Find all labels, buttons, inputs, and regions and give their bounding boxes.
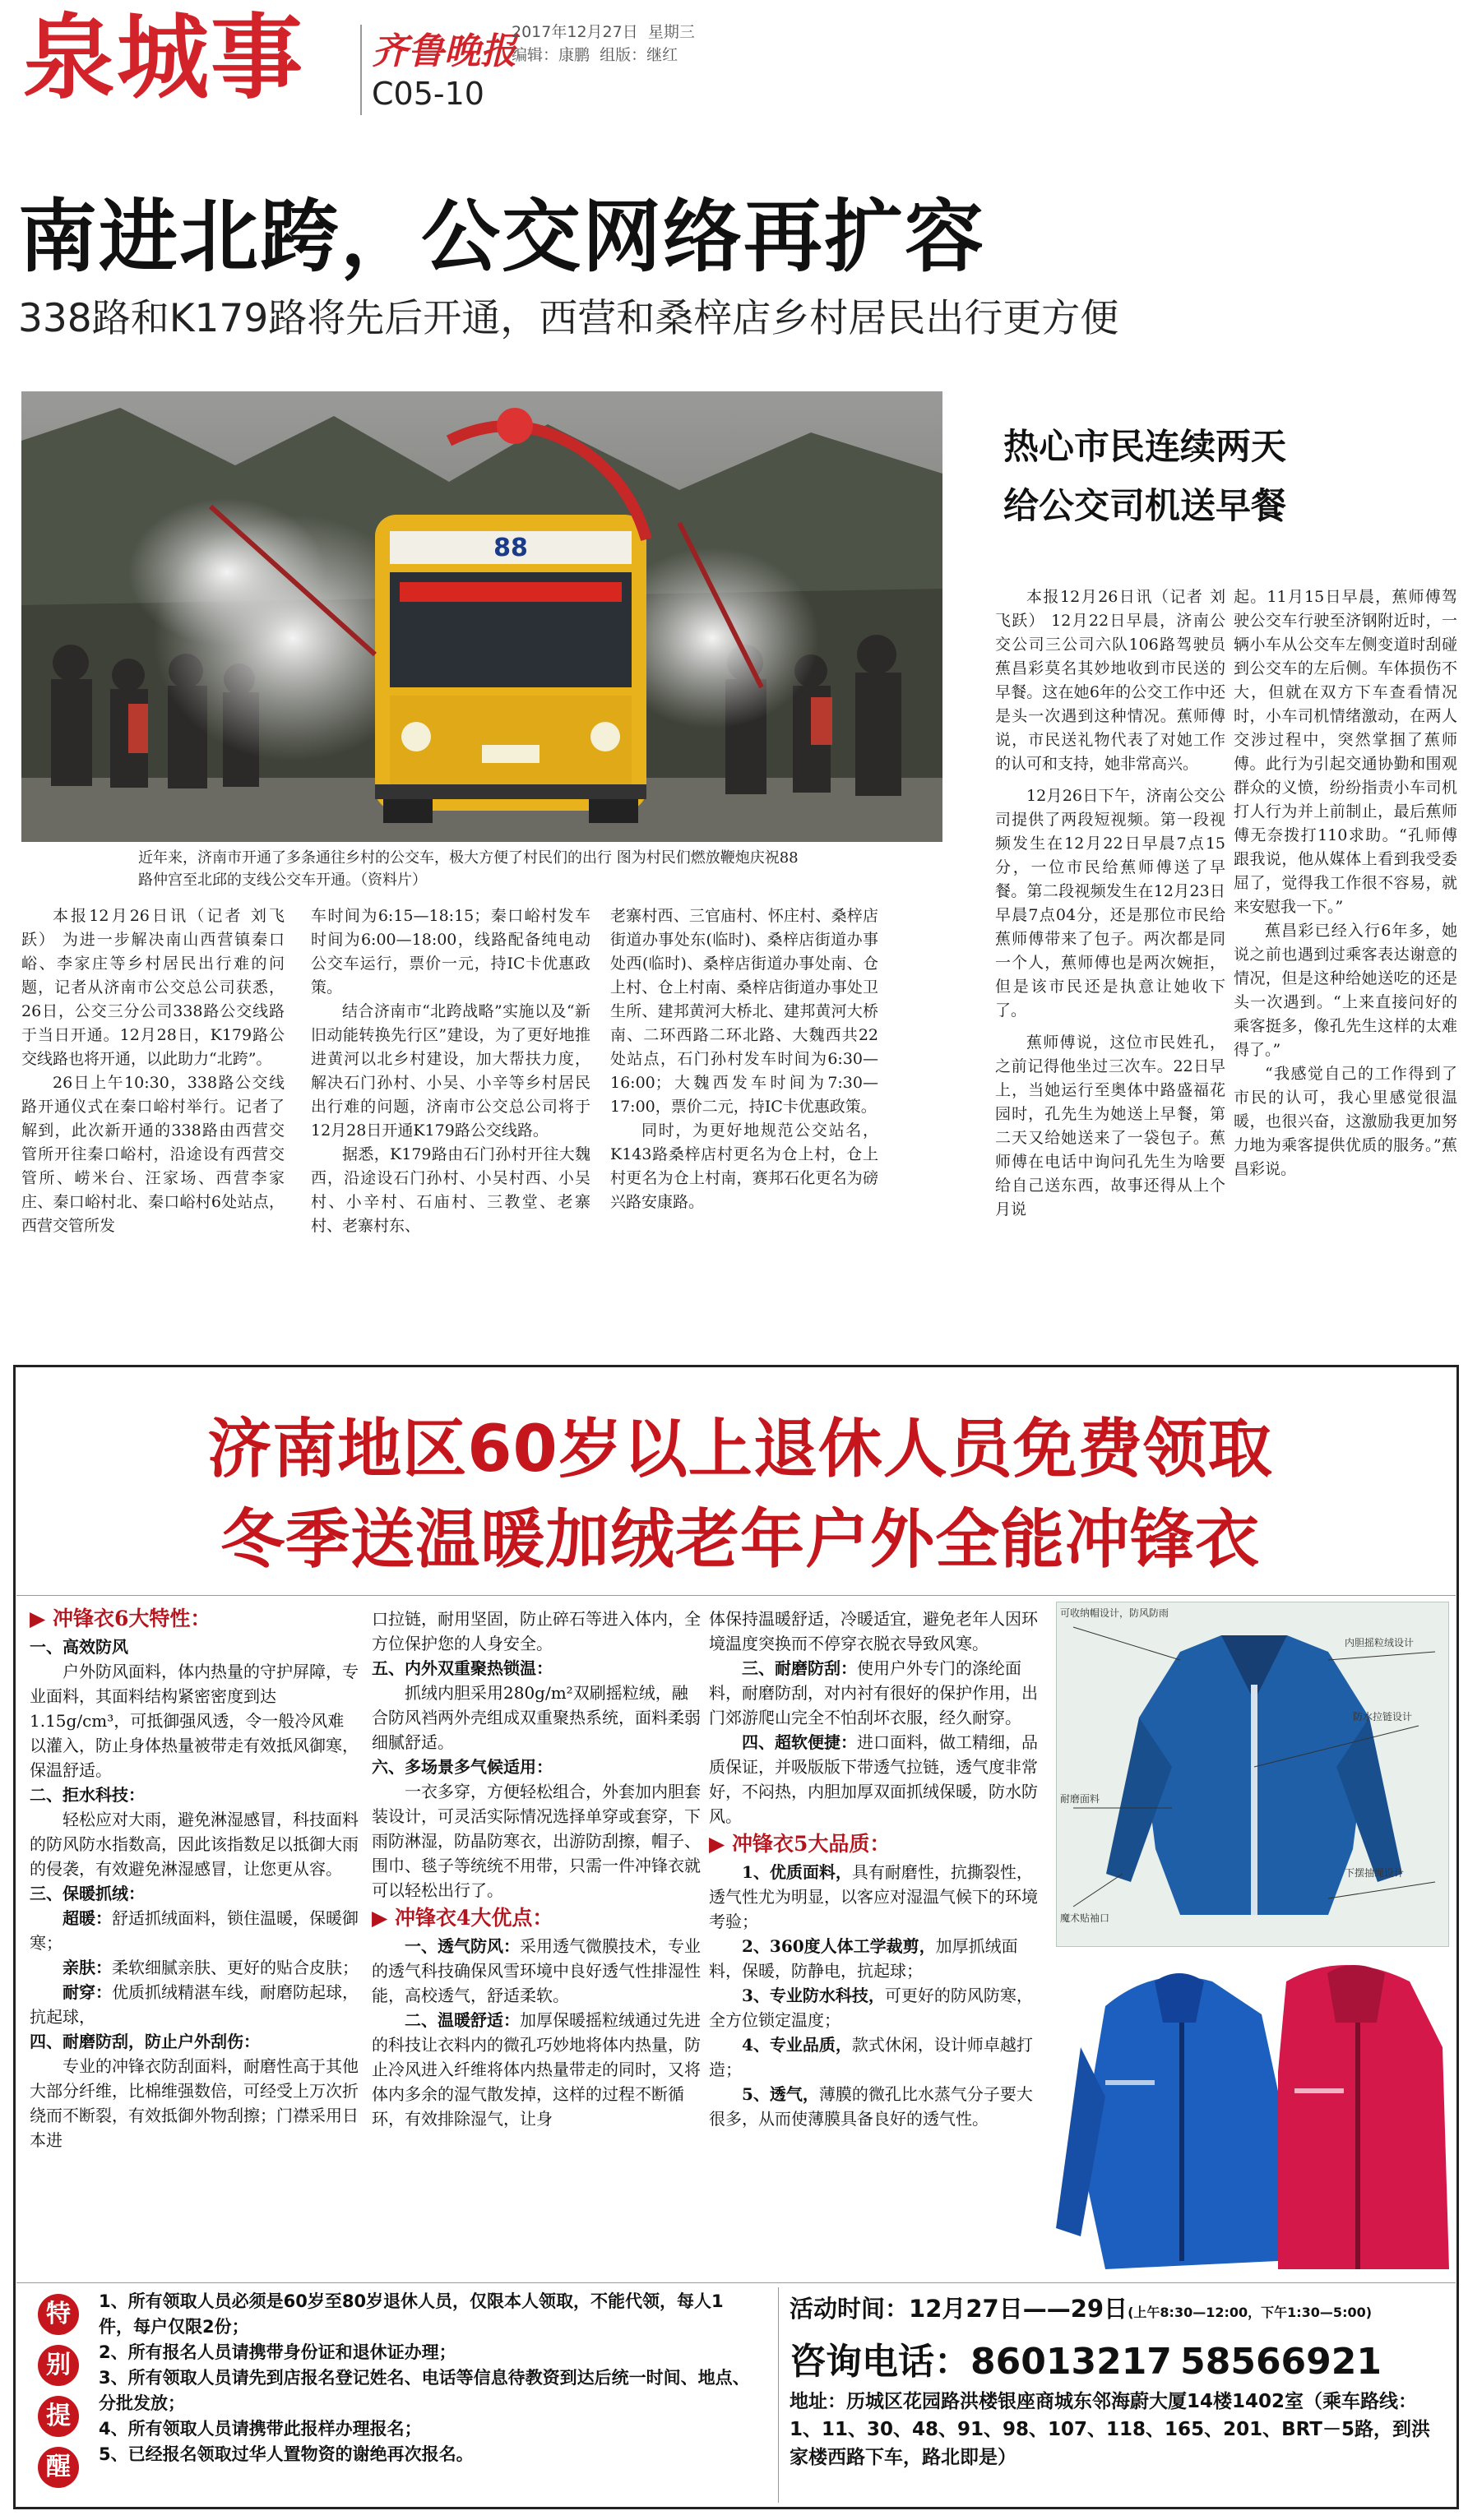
jacket-label: 防水拉链设计 [1353, 1711, 1413, 1722]
main-story-col3 [610, 904, 878, 1214]
side-title [1003, 418, 1447, 536]
paper-name: 齐鲁晚报 [372, 30, 516, 72]
badge-char: 醒 [38, 2447, 79, 2488]
notice-divider [16, 2282, 1456, 2283]
side-paragraph: 12月26日下午，济南公交公司提供了两段短视频。第一段视频发生在12月22日早晨7点15分，一位市民给蕉师傅送了早餐。第二段视频发生在12月23日早晨7点04分，还是那位市民给蕉师傅带来了包子。两次都是同一个人，蕉师傅也是两次婉拒，但是该市民还是执意让她收下了。 [995, 787, 1225, 1020]
notice-item: 2、所有报名人员请携带身份证和退休证办理； [99, 2342, 456, 2362]
side-paragraph: 本报12月26日讯（记者 刘飞跃） 12月22日早晨，济南公交公司三公司六队106路驾驶员蕉昌彩莫名其妙地收到市民送的早餐。这在她6年的公交工作中还是头一次遇到这种情况。蕉师傅说，市民送礼物代表了对她工作的认可和支持，她非常高兴。 [995, 588, 1225, 773]
side-title-line1: 热心市民连续两天 [1003, 427, 1286, 468]
side-paragraph: 蕉师傅说，这位市民姓孔，之前记得他坐过三次车。22日早上，当她运行至奥体中路盛福花园时，孔先生为她送上早餐，第二天又给她送来了一袋包子。蕉师傅在电话中询问孔先生为啥要给自己送东西，故事还得从上个月说 [995, 1033, 1225, 1218]
notice-badge [38, 2294, 84, 2499]
ad-col-2: 口拉链，耐用坚固，防止碎石等进入体内，全方位保护您的人身安全。 五、内外双重聚热锁温： 抓绒内胆采用280g/m²双刷摇粒绒，融合防风裆两外壳组成双重聚热系统，面料柔弱细腻舒适。 六、多场景多气候适用： 一衣多穿，方便轻松组合，外套加内胆套装设计，可灵活实际情况选择单穿或套穿，下雨防淋湿，防晶防寒衣，出游防刮擦，帽子、围巾、毯子等统统不用带，只需一件冲锋衣就可以轻松出行了。 ▶ 冲锋衣4大优点： 一、透气防风：采用透气微膜技术，专业的透气科技确保风雪环境中良好透气性排湿性能，高校透气，舒适柔软。 二、温暖舒适：加厚保暖摇粒绒通过先进的科技让衣料内的微孔巧妙地将体内热量，防止冷风进入纤维将体内热量带走的同时，又将体内多余的湿气散发掉，这样的过程不断循环，有效排除湿气，让身 [372, 1609, 701, 2129]
section-title: 泉城事 [23, 5, 304, 112]
masthead-editors: 编辑：康鹏 组版：继红 [512, 46, 678, 64]
side-title-line2: 给公交司机送早餐 [1003, 486, 1286, 527]
bus-route-sign: 88 [493, 534, 528, 562]
jackets-photo [1056, 1949, 1449, 2277]
ad-heading-features: ▶ 冲锋衣6大特性： [30, 1607, 211, 1630]
masthead-divider [360, 25, 362, 115]
jacket-label: 内胆摇粒绒设计 [1345, 1637, 1415, 1648]
sub-headline: 338路和K179路将先后开通，西营和桑梓店乡村居民出行更方便 [18, 296, 1119, 341]
ad-address: 地址：历城区花园路洪楼银座商城东邻海蔚大厦14楼1402室（乘车路线：1、11、30、48、91、98、107、118、165、201、BRT－5路，到洪家楼西路下车，路北即是） [790, 2391, 1430, 2468]
ad-divider [16, 1595, 1456, 1596]
notice-item: 1、所有领取人员必须是60岁至80岁退休人员，仅限本人领取，不能代领，每人1件，每户仅限2份； [99, 2291, 724, 2337]
jacket-label: 下摆抽绳设计 [1345, 1867, 1405, 1879]
side-paragraph: 蕉昌彩已经入行6年多，她说之前也遇到过乘客表达谢意的情况，但是这种给她送吃的还是头一次遇到。“上来直接问好的乘客挺多，像孔先生这样的太难得了。” [1234, 922, 1457, 1059]
main-story-col2 [311, 904, 590, 1238]
notice-item: 3、所有领取人员请先到店报名登记姓名、电话等信息待教资到达后统一时间、地点、分批发放； [99, 2368, 750, 2413]
page-code: C05-10 [372, 76, 484, 112]
main-story-col1 [21, 904, 285, 1238]
ad-headline-1: 济南地区60岁以上退休人员免费领取 [207, 1413, 1273, 1487]
jacket-diagram [1056, 1602, 1449, 1947]
notice-item: 5、已经报名领取过华人置物资的谢绝再次报名。 [99, 2444, 474, 2464]
side-story-col2 [1234, 585, 1457, 1181]
main-paragraph: 据悉，K179路由石门孙村开往大魏西，沿途设石门孙村、小吴村西、小吴村、小辛村、石庙村、三教堂、老寨村、老寨村东、 [311, 1145, 590, 1235]
main-paragraph: 结合济南市“北跨战略”实施以及“新旧动能转换先行区”建设，为了更好地推进黄河以北乡村建设，加大帮扶力度，解决石门孙村、小吴、小辛等乡村居民出行难的问题，济南市公交总公司将于12月28日开通K179路公交线路。 [311, 1002, 590, 1140]
main-paragraph: 车时间为6:15—18:15；秦口峪村发车时间为6:00—18:00，线路配备纯电动公交车运行，票价一元，持IC卡优惠政策。 [311, 907, 590, 996]
photo-caption: 近年来，济南市开通了多条通往乡村的公交车，极大方便了村民们的出行 图为村民们燃放鞭炮庆祝88路仲宫至北邱的支线公交车开通。（资料片） [138, 849, 799, 889]
main-paragraph: 老寨村西、三官庙村、怀庄村、桑梓店街道办事处东(临时)、桑梓店街道办事处西(临时)、桑梓店街道办事处南、仓上村、仓上村南、桑梓店街道办事处卫生所、建邦黄河大桥北、建邦黄河大桥南、二环西路二环北路、大魏西共22处站点，石门孙村发车时间为6:30—16:00；大魏西发车时间为7:30—17:00，票价二元，持IC卡优惠政策。 [610, 907, 878, 1116]
ad-heading-advantages: ▶ 冲锋衣4大优点： [372, 1906, 553, 1930]
activity-time: 活动时间：12月27日——29日(上午8:30—12:00，下午1:30—5:00) [790, 2295, 1373, 2323]
ad-col-1: ▶ 冲锋衣6大特性： 一、高效防风 户外防风面料，体内热量的守护屏障，专业面料，其面料结构紧密密度到达1.15g/cm³，可抵御强风透，令一般冷风难以灌入，防止身体热量被带走有效抵风御寒，保温舒适。 二、拒水科技： 轻松应对大雨，避免淋湿感冒，科技面料的防风防水指数高，因此该指数足以抵御大雨的侵袭，有效避免淋湿感冒，让您更从容。 三、保暖抓绒： 超暖：舒适抓绒面料，锁住温暖，保暖御寒； 亲肤：柔软细腻亲肤、更好的贴合皮肤； 耐穿：优质抓绒精湛车线，耐磨防起球，抗起球， 四、耐磨防刮，防止户外刮伤： 专业的冲锋衣防刮面料，耐磨性高于其他大部分纤维，比棉维强数倍，可经受上万次折绕而不断裂，有效抵御外物刮擦；门襟采用日本进 [30, 1607, 359, 2150]
ad-headline-2: 冬季送温暖加绒老年户外全能冲锋衣 [220, 1503, 1260, 1577]
jacket-label: 可收纳帽设计，防风防雨 [1060, 1607, 1169, 1619]
side-paragraph: 起。11月15日早晨，蕉师傅驾驶公交车行驶至济钢附近时，一辆小车从公交车左侧变道时刮碰到公交车的左后侧。车体损伤不大，但就在双方下车查看情况时，小车司机情绪激动，在两人交涉过程中，突然掌掴了蕉师傅。此行为引起交通协勤和围观群众的义愤，纷纷指责小车司机打人行为并上前制止，最后蕉师傅无奈拨打110求助。“孔师傅跟我说，他从媒体上看到我受委屈了，觉得我工作很不容易，就来安慰我一下。” [1234, 588, 1457, 916]
side-story-col1 [995, 585, 1225, 1222]
ad-col-3: 体保持温暖舒适，冷暖适宜，避免老年人因环境温度突换而不停穿衣脱衣导致风寒。 三、耐磨防刮：使用户外专门的涤纶面料，耐磨防刮，对内衬有很好的保护作用，出门郊游爬山完全不怕刮坏衣服，经久耐穿。 四、超软便捷：进口面料，做工精细，品质保证，并吸版版下带透气拉链，透气度非常好，不闷热，内胆加厚双面抓绒保暖，防水防风。 ▶ 冲锋衣5大品质： 1、优质面料，具有耐磨性，抗撕裂性，透气性尤为明显，以客应对湿温气候下的环境考验； 2、360度人体工学裁剪，加厚抓绒面料，保暖，防静电，抗起球； 3、专业防水科技，可更好的防风防寒，全方位锁定温度； 4、专业品质，款式休闲，设计师卓越打造； 5、透气，薄膜的微孔比水蒸气分子要大很多，从而使薄膜具备良好的透气性。 [709, 1607, 1046, 2277]
notice-item: 4、所有领取人员请携带此报样办理报名； [99, 2419, 422, 2439]
jacket-label: 耐磨面料 [1060, 1793, 1100, 1805]
ad-heading-quality: ▶ 冲锋衣5大品质： [709, 1832, 891, 1856]
masthead-date: 2017年12月27日 星期三 [512, 23, 695, 41]
notice-vdivider [778, 2287, 779, 2503]
badge-char: 特 [38, 2294, 79, 2335]
main-paragraph: 同时，为更好地规范公交站名，K143路桑梓店村更名为仓上村，仓上村更名为仓上村南，赛邦石化更名为磅兴路安康路。 [610, 1121, 878, 1211]
badge-char: 提 [38, 2396, 79, 2437]
badge-char: 别 [38, 2345, 79, 2386]
news-photo [21, 391, 942, 842]
main-paragraph: 26日上午10:30，338路公交线路开通仪式在秦口峪村举行。记者了解到，此次新开通的338路由西营交管所开往秦口峪村，沿途设有西营交管所、崂米台、汪家场、西营李家庄、秦口峪村北、秦口峪村6处站点，西营交管所发 [21, 1074, 285, 1235]
side-paragraph: “我感觉自己的工作得到了市民的认可，我心里感觉很温暖，也很兴奋，这激励我更加努力地为乘客提供优质的服务。”蕉昌彩说。 [1234, 1065, 1457, 1178]
consult-phone: 咨询电话：86013217 58566921 [790, 2341, 1382, 2383]
main-headline: 南进北跨，公交网络再扩容 [18, 191, 985, 283]
notice-list [99, 2289, 757, 2467]
main-paragraph: 本报12月26日讯（记者 刘飞跃） 为进一步解决南山西营镇秦口峪、李家庄等乡村居民出行难的问题，记者从济南市公交总公司获悉，26日，公交三分公司338路公交线路于当日开通。12月28日，K179路公交线路也将开通，以此助力“北跨”。 [21, 907, 285, 1068]
jacket-label: 魔术贴袖口 [1060, 1912, 1110, 1924]
